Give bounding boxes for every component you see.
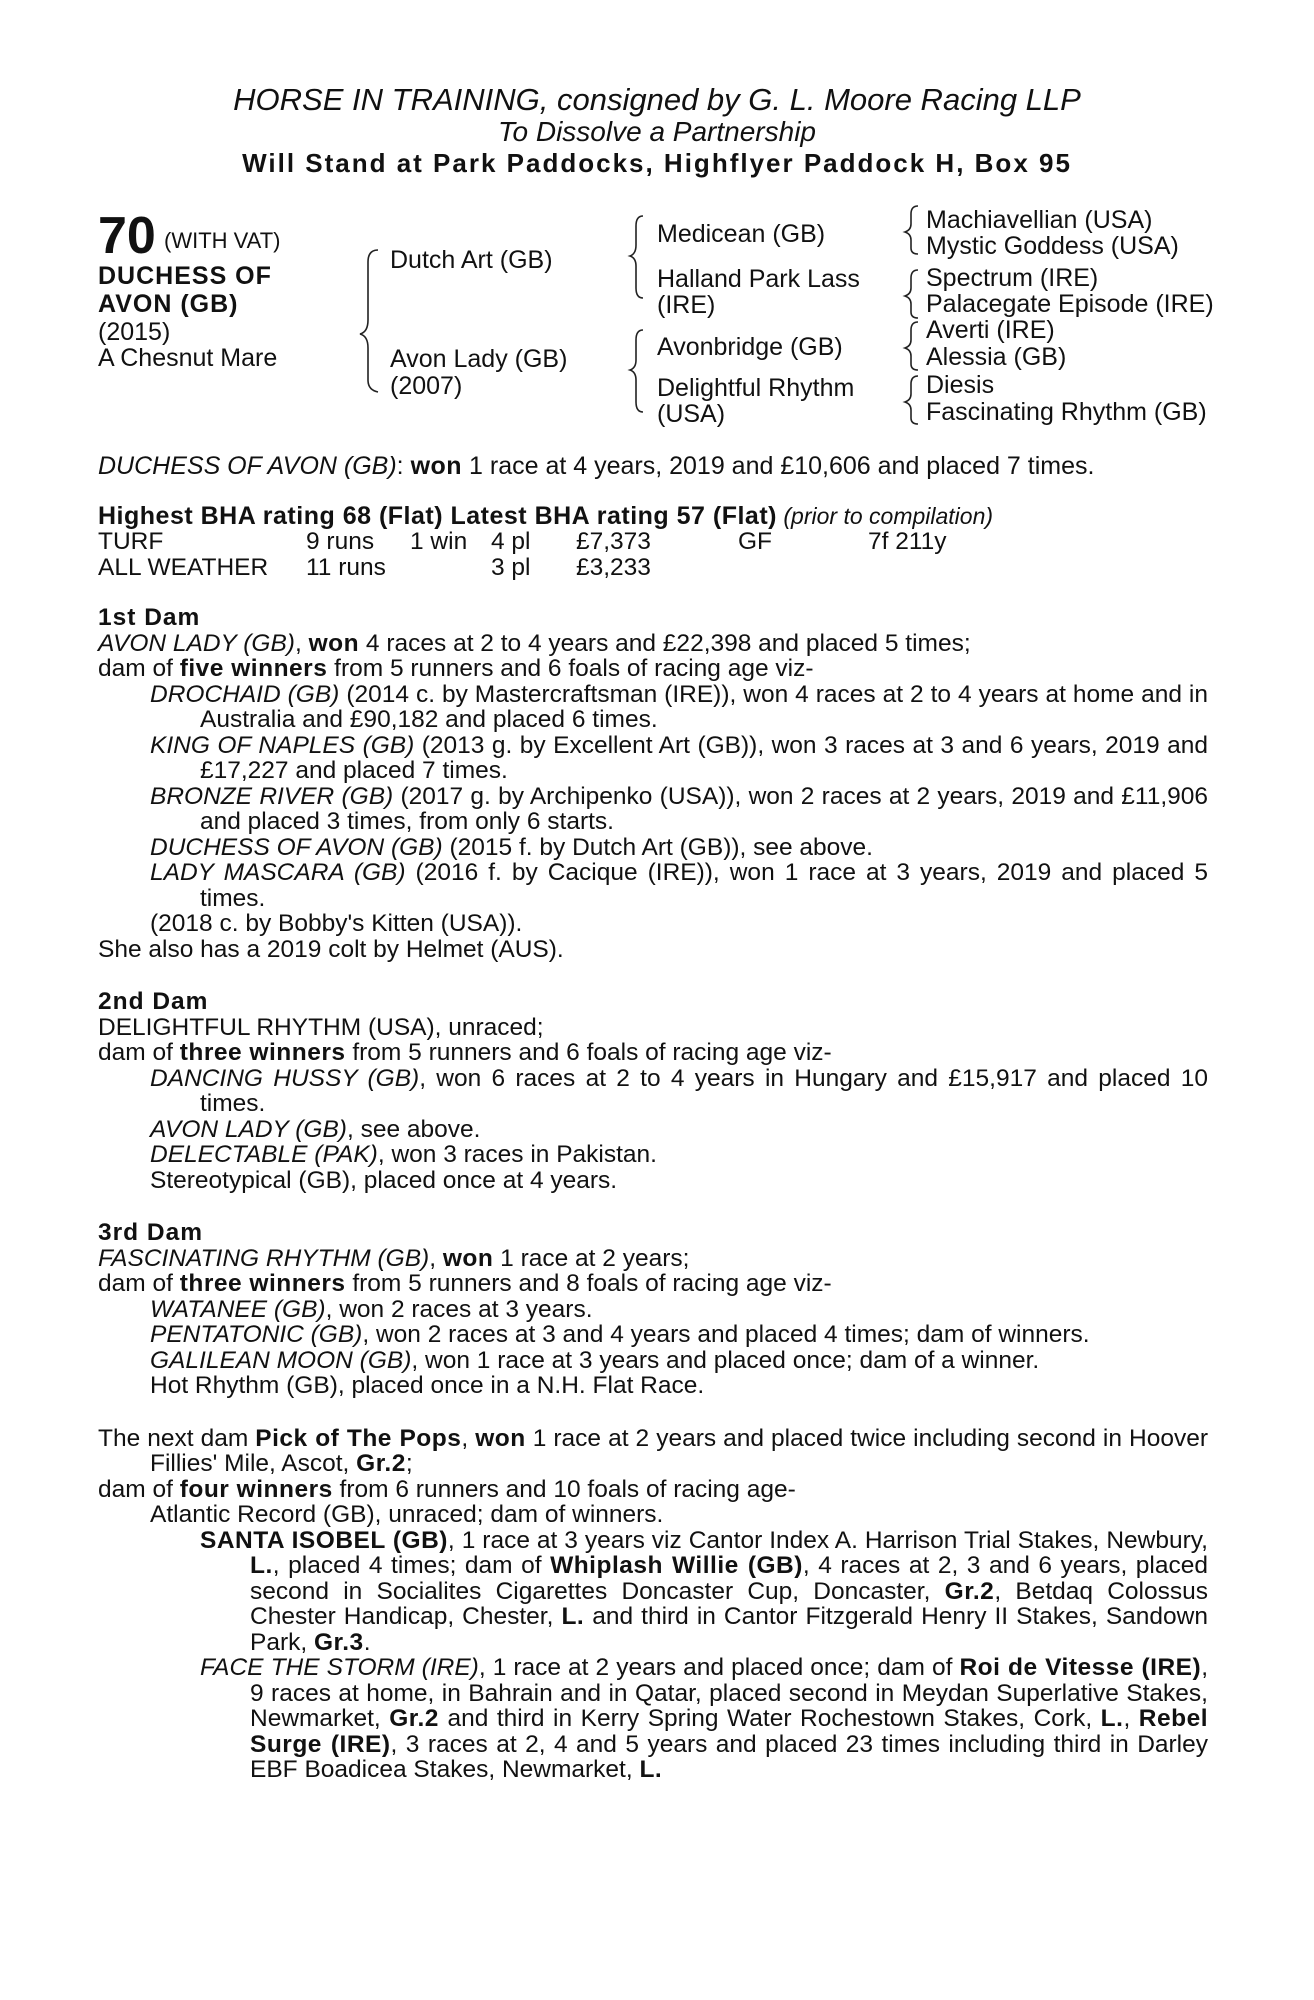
produce-entry — [98, 1322, 1208, 1348]
consignor-line: HORSE IN TRAINING, consigned by G. L. Moore Racing LLP — [233, 82, 1081, 117]
foaling-year: (2015) — [98, 318, 171, 346]
brace-sire — [630, 216, 643, 298]
produce-name: KING OF NAPLES (GB) — [150, 731, 415, 759]
produce-name: DUCHESS OF AVON (GB) — [150, 833, 443, 861]
lot-number: 70 — [98, 207, 156, 265]
group-grade: Gr.2 — [944, 1577, 995, 1605]
next-dam-b: 1 race at 2 years and placed twice including second in Hoover Fillies' Mile, Ascot, — [150, 1424, 1208, 1477]
produce-details: (2016 f. by Cacique (IRE)), won 1 race at 3 years, 2019 and placed 5 times. — [200, 859, 1209, 912]
produce-entry: Stereotypical (GB), placed once at 4 years. — [150, 1166, 618, 1194]
horse-name-line1: DUCHESS OF — [98, 262, 272, 290]
second-dam-line: DELIGHTFUL RHYTHM (USA), unraced; — [98, 1013, 544, 1041]
vat-note: (WITH VAT) — [164, 228, 281, 253]
produce-entry: Atlantic Record (GB), unraced; dam of winners. — [150, 1501, 664, 1528]
next-dam-won: won — [475, 1424, 526, 1452]
produce-details: (2014 c. by Mastercraftsman (IRE)), won 4 races at 2 to 4 years at home and in Australia and £90,182 and placed 6 times. — [200, 680, 1208, 733]
produce-details: , 9 races at home, in Bahrain and in Qatar, placed second in Meydan Superlative Stakes, Newmarket, — [250, 1654, 1208, 1732]
produce-entry — [98, 1528, 1208, 1656]
summary-won: won — [410, 452, 463, 480]
first-dam-rest: 4 races at 2 to 4 years and £22,398 and placed 5 times; — [359, 629, 971, 657]
brace-avonbridge — [905, 322, 918, 370]
next-dam-winners: four winners — [179, 1475, 333, 1503]
next-dam-a: The next dam — [98, 1424, 256, 1452]
pedigree-g3-3: Spectrum (IRE) — [926, 264, 1099, 292]
turf-placed: 4 pl — [491, 528, 531, 555]
produce-details: and third in Kerry Spring Water Rochestown Stakes, Cork, — [438, 1705, 1101, 1732]
group-grade: Gr.2 — [389, 1705, 439, 1732]
produce-name: DROCHAID (GB) — [150, 680, 340, 708]
first-dam-won: won — [308, 629, 360, 657]
summary-sep: : — [396, 452, 411, 480]
produce-name: WATANEE (GB) — [150, 1295, 326, 1323]
produce-details: , won 3 races in Pakistan. — [377, 1141, 657, 1168]
third-dam-rest: 1 race at 2 years; — [493, 1244, 690, 1272]
brace-gen1 — [360, 250, 378, 392]
brace-halland — [905, 270, 918, 318]
third-dam-produce-c: from 5 runners and 8 foals of racing age viz- — [345, 1270, 832, 1297]
produce-entry: (2018 c. by Bobby's Kitten (USA)). — [150, 910, 523, 937]
aw-placed: 3 pl — [491, 554, 531, 581]
produce-name: Roi de Vitesse (IRE) — [959, 1654, 1202, 1681]
turf-going: GF — [738, 528, 773, 555]
rating-bold: Highest BHA rating 68 (Flat) Latest BHA rating 57 (Flat) — [98, 502, 777, 530]
pedigree-g3-6: Alessia (GB) — [926, 343, 1067, 371]
next-dam-line — [98, 1426, 1208, 1477]
produce-details: , 4 races at 2, 3 and 6 years, placed second in Socialites Cigarettes Doncaster Cup, Doncaster, — [250, 1552, 1208, 1605]
produce-details: , 1 race at 2 years and placed once; dam of — [478, 1654, 960, 1681]
third-dam-won: won — [442, 1244, 494, 1272]
first-dam-produce-c: from 5 runners and 6 foals of racing age viz- — [327, 655, 814, 682]
pedigree-g3-2: Mystic Goddess (USA) — [926, 232, 1179, 260]
first-dam-winners: five winners — [179, 655, 328, 682]
brace-dam — [630, 330, 643, 412]
pedigree-dam-dam-country: (USA) — [657, 400, 726, 428]
produce-name: LADY MASCARA (GB) — [150, 859, 406, 886]
pedigree-sire: Dutch Art (GB) — [390, 246, 553, 274]
second-dam-produce-line — [98, 1040, 1208, 1066]
produce-entry — [98, 733, 1208, 784]
produce-entry — [98, 1142, 1208, 1168]
produce-name: Rebel Surge (IRE) — [250, 1705, 1208, 1758]
second-dam-heading: 2nd Dam — [98, 988, 209, 1015]
produce-entry: Hot Rhythm (GB), placed once in a N.H. Flat Race. — [150, 1372, 705, 1399]
listed-grade: L. — [250, 1552, 273, 1579]
third-dam-sep: , — [429, 1244, 443, 1272]
group-grade: Gr.3 — [314, 1628, 364, 1656]
pedigree-sire-dam-country: (IRE) — [657, 291, 716, 319]
third-dam-produce-line — [98, 1271, 1208, 1297]
produce-entry — [98, 784, 1208, 835]
pedigree-g3-7: Diesis — [926, 371, 995, 399]
produce-name: DELECTABLE (PAK) — [150, 1141, 378, 1168]
second-dam-produce-c: from 5 runners and 6 foals of racing age viz- — [345, 1039, 832, 1066]
first-dam-sep: , — [294, 629, 309, 657]
produce-entry — [98, 1117, 1208, 1143]
aw-label: ALL WEATHER — [98, 554, 269, 581]
summary-rest: 1 race at 4 years, 2019 and £10,606 and placed 7 times. — [462, 452, 1095, 480]
produce-details: , won 2 races at 3 years. — [325, 1295, 593, 1323]
produce-details: , Betdaq Colossus Chester Handicap, Chester, — [250, 1577, 1208, 1630]
produce-entry — [98, 835, 1208, 861]
produce-details: (2015 f. by Dutch Art (GB)), see above. — [442, 833, 873, 861]
family-text — [98, 578, 1208, 1783]
summary-horse-name: DUCHESS OF AVON (GB) — [98, 452, 397, 480]
produce-entry — [98, 1348, 1208, 1374]
produce-details: , won 6 races at 2 to 4 years in Hungary and £15,917 and placed 10 times. — [200, 1064, 1208, 1117]
produce-entry — [98, 1066, 1208, 1117]
aw-runs: 11 runs — [306, 554, 386, 581]
produce-details: . — [363, 1628, 371, 1656]
listed-grade: L. — [561, 1603, 585, 1630]
record-table — [98, 528, 1098, 582]
next-dam-name: Pick of The Pops — [255, 1424, 462, 1452]
turf-earnings: £7,373 — [576, 528, 651, 555]
brace-delightful — [905, 376, 918, 424]
produce-entry — [98, 682, 1208, 733]
produce-details: (2017 g. by Archipenko (USA)), won 2 races at 2 years, 2019 and £11,906 and placed 3 times, from only 6 starts. — [200, 782, 1209, 835]
pedigree-dam: Avon Lady (GB) — [390, 345, 568, 373]
next-dam-c: ; — [405, 1450, 413, 1477]
produce-name: PENTATONIC (GB) — [150, 1321, 363, 1348]
produce-name: FACE THE STORM (IRE) — [200, 1654, 479, 1681]
third-dam-heading: 3rd Dam — [98, 1219, 204, 1246]
pedigree-g3-1: Machiavellian (USA) — [926, 206, 1153, 234]
sale-reason-line: To Dissolve a Partnership — [497, 116, 816, 147]
brace-medicean — [905, 206, 918, 254]
produce-name: AVON LADY (GB) — [150, 1115, 347, 1143]
first-dam-heading: 1st Dam — [98, 604, 201, 631]
next-dam-sep: , — [461, 1424, 476, 1452]
first-dam-produce-line — [98, 656, 1208, 682]
first-dam-produce-a: dam of — [98, 655, 180, 682]
pedigree-dam-year: (2007) — [390, 372, 463, 400]
turf-wins: 1 win — [410, 528, 468, 555]
produce-name: DANCING HUSSY (GB) — [150, 1064, 420, 1092]
first-dam-line — [98, 631, 1208, 657]
second-dam-produce-a: dam of — [98, 1039, 180, 1066]
pedigree-g3-4: Palacegate Episode (IRE) — [926, 290, 1214, 318]
pedigree-g3-5: Averti (IRE) — [926, 316, 1055, 344]
next-dam-produce-c: from 6 runners and 10 foals of racing age- — [332, 1475, 796, 1503]
third-dam-produce-a: dam of — [98, 1270, 180, 1297]
produce-details: , won 2 races at 3 and 4 years and placed 4 times; dam of winners. — [362, 1321, 1090, 1348]
first-dam-name: AVON LADY (GB) — [98, 629, 295, 657]
turf-label: TURF — [98, 528, 164, 555]
third-dam-name: FASCINATING RHYTHM (GB) — [98, 1244, 430, 1272]
produce-details: , 1 race at 3 years viz Cantor Index A. Harrison Trial Stakes, Newbury, — [447, 1526, 1208, 1554]
third-dam-winners: three winners — [179, 1270, 346, 1297]
aw-earnings: £3,233 — [576, 554, 651, 581]
produce-details: , see above. — [346, 1115, 481, 1143]
pedigree-sire-sire: Medicean (GB) — [657, 220, 826, 248]
next-dam-grade: Gr.2 — [356, 1450, 406, 1477]
pedigree-sire-dam: Halland Park Lass — [657, 265, 860, 293]
produce-entry — [98, 1297, 1208, 1323]
produce-details: , placed 4 times; dam of — [272, 1552, 551, 1579]
second-dam-winners: three winners — [179, 1039, 346, 1066]
produce-details: , won 1 race at 3 years and placed once; dam of a winner. — [411, 1346, 1040, 1374]
produce-details: , — [1123, 1705, 1139, 1732]
stabling-line: Will Stand at Park Paddocks, Highflyer Paddock H, Box 95 — [242, 148, 1072, 178]
produce-name: SANTA ISOBEL (GB) — [200, 1526, 448, 1554]
rating-note: (prior to compilation) — [777, 503, 994, 529]
turf-distance: 7f 211y — [868, 528, 947, 555]
next-dam-produce-a: dam of — [98, 1475, 180, 1503]
produce-name: Whiplash Willie (GB) — [550, 1552, 803, 1579]
produce-name: GALILEAN MOON (GB) — [150, 1346, 412, 1374]
produce-entry — [98, 860, 1208, 911]
race-summary — [98, 452, 1094, 481]
produce-details: , 3 races at 2, 4 and 5 years and placed 23 times including third in Darley EBF Boadicea Stakes, Newmarket, — [250, 1730, 1209, 1783]
horse-description: A Chesnut Mare — [98, 344, 278, 372]
turf-runs: 9 runs — [306, 528, 375, 555]
pedigree-dam-sire: Avonbridge (GB) — [657, 333, 843, 361]
horse-name-line2: AVON (GB) — [98, 290, 239, 318]
listed-grade: L. — [1100, 1705, 1124, 1732]
next-dam-produce-line — [98, 1477, 1208, 1503]
listed-grade: L. — [639, 1756, 663, 1783]
produce-name: BRONZE RIVER (GB) — [150, 782, 394, 810]
produce-details: and third in Cantor Fitzgerald Henry II Stakes, Sandown Park, — [250, 1603, 1208, 1656]
pedigree-dam-dam: Delightful Rhythm — [657, 374, 855, 402]
produce-entry — [98, 1655, 1208, 1783]
rating-line — [98, 502, 993, 531]
first-dam-note: She also has a 2019 colt by Helmet (AUS). — [98, 935, 564, 963]
pedigree-g3-8: Fascinating Rhythm (GB) — [926, 398, 1207, 426]
third-dam-line — [98, 1246, 1208, 1272]
produce-details: (2013 g. by Excellent Art (GB)), won 3 races at 3 and 6 years, 2019 and £17,227 and placed 7 times. — [200, 731, 1208, 784]
